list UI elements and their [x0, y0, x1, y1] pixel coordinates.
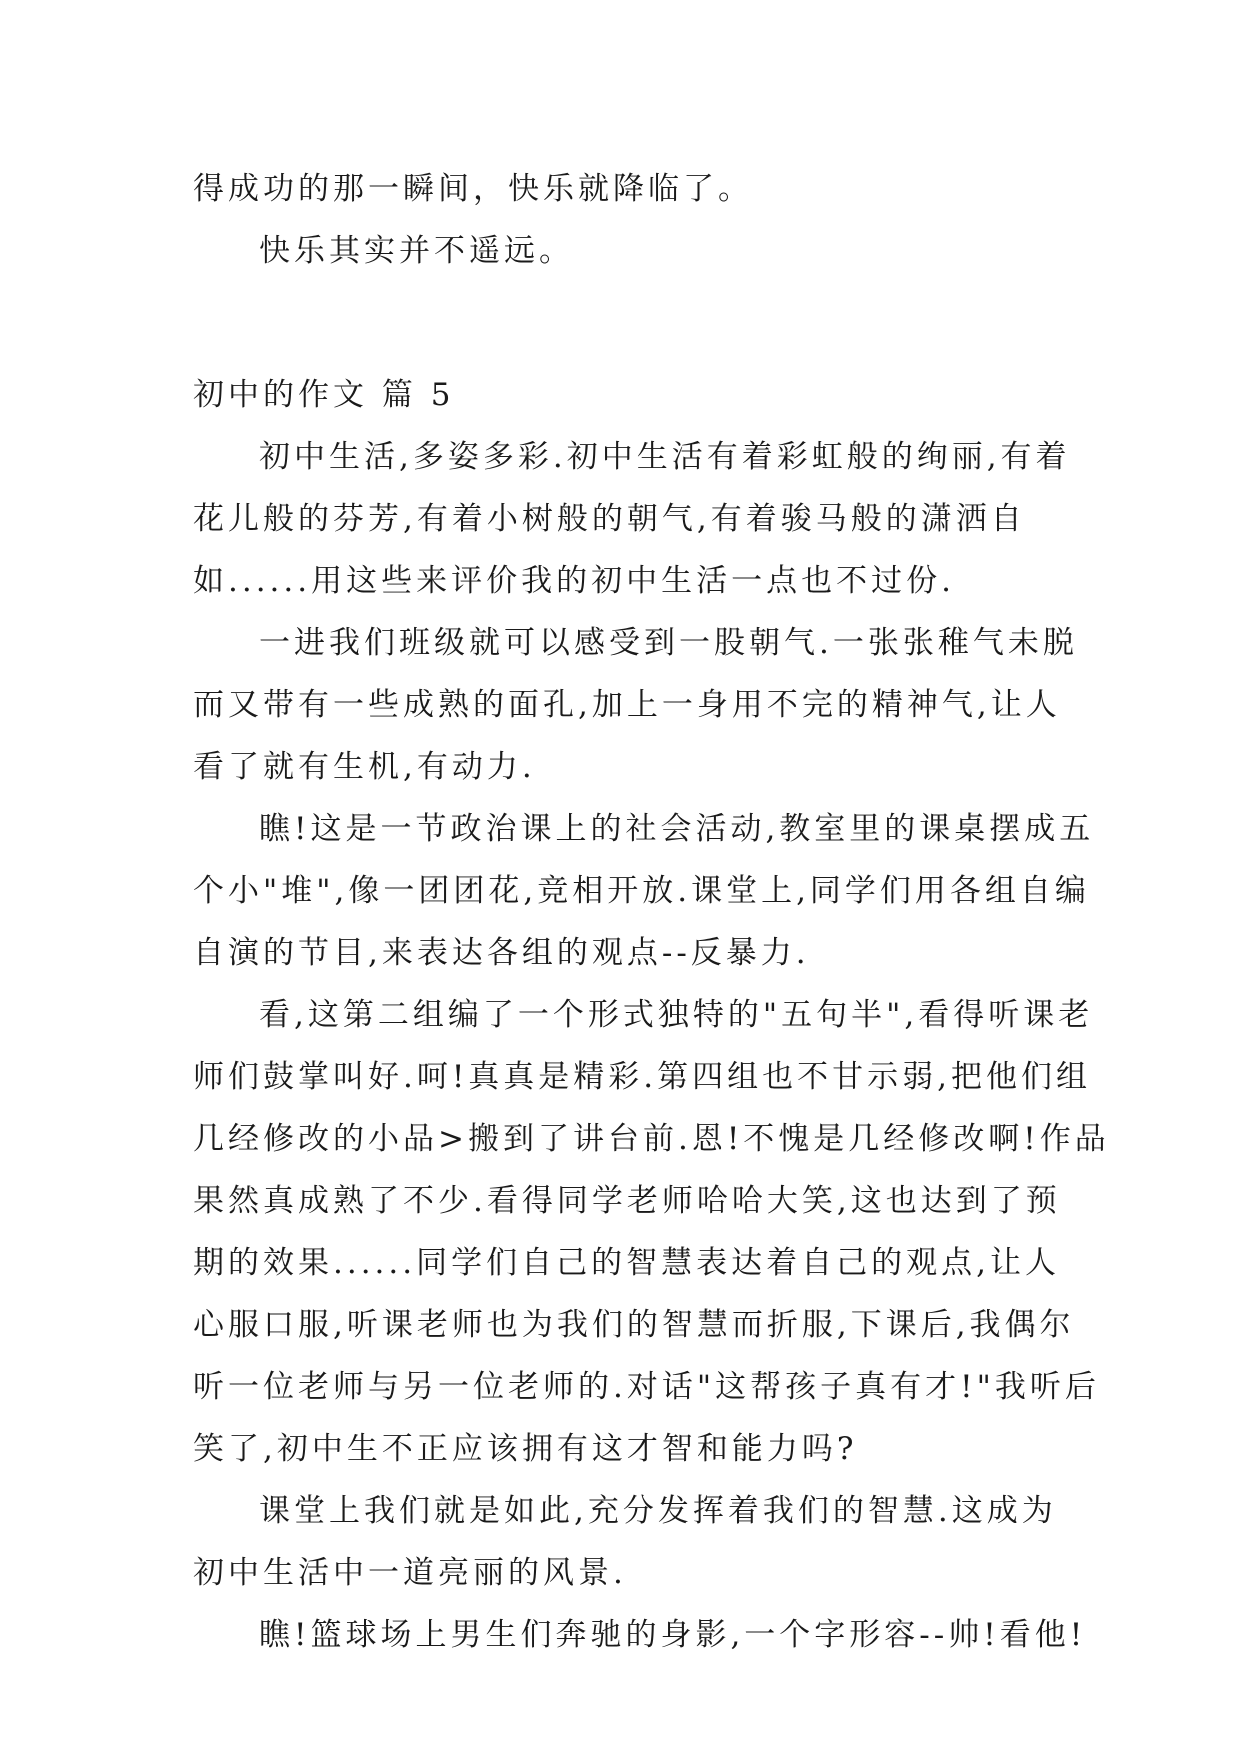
paragraph-line: 如......用这些来评价我的初中生活一点也不过份.: [193, 563, 955, 599]
paragraph-line: 看了就有生机,有动力.: [193, 749, 536, 785]
paragraph-line: 初中生活,多姿多彩.初中生活有着彩虹般的绚丽,有着: [259, 439, 1071, 475]
paragraph-line: 瞧!篮球场上男生们奔驰的身影,一个字形容--帅!看他!: [259, 1617, 1087, 1653]
paragraph-line: 一进我们班级就可以感受到一股朝气.一张张稚气未脱: [259, 625, 1078, 661]
paragraph-line: 几经修改的小品>搬到了讲台前.恩!不愧是几经修改啊!作品: [193, 1121, 1110, 1157]
paragraph-line: 看,这第二组编了一个形式独特的"五句半",看得听课老: [259, 997, 1094, 1033]
paragraph: [193, 798, 1095, 984]
intro-line: 得成功的那一瞬间，快乐就降临了。: [193, 171, 753, 207]
paragraph-line: 笑了,初中生不正应该拥有这才智和能力吗?: [193, 1431, 858, 1467]
paragraph-line: 个小"堆",像一团团花,竞相开放.课堂上,同学们用各组自编: [193, 873, 1090, 909]
paragraph: [193, 1604, 1087, 1666]
paragraph-line: 师们鼓掌叫好.呵!真真是精彩.第四组也不甘示弱,把他们组: [193, 1059, 1092, 1095]
section-spacer: [193, 282, 1059, 364]
paragraph-line: 听一位老师与另一位老师的.对话"这帮孩子真有才!"我听后: [193, 1369, 1100, 1405]
paragraph-line: 心服口服,听课老师也为我们的智慧而折服,下课后,我偶尔: [193, 1307, 1075, 1343]
paragraph: [193, 1480, 1059, 1604]
paragraph-line: 果然真成熟了不少.看得同学老师哈哈大笑,这也达到了预: [193, 1183, 1061, 1219]
paragraph-line: 而又带有一些成熟的面孔,加上一身用不完的精神气,让人: [193, 687, 1061, 723]
paragraph: [193, 426, 1071, 612]
section-title: 初中的作文 篇 5: [193, 377, 455, 413]
paragraph-line: 初中生活中一道亮丽的风景.: [193, 1555, 627, 1591]
paragraph: [193, 984, 1110, 1480]
paragraph-line: 课堂上我们就是如此,充分发挥着我们的智慧.这成为: [259, 1493, 1057, 1529]
paragraph-line: 自演的节目,来表达各组的观点--反暴力.: [193, 935, 810, 971]
paragraph: [193, 612, 1078, 798]
intro-line: 快乐其实并不遥远。: [259, 233, 574, 269]
paragraph-line: 花儿般的芬芳,有着小树般的朝气,有着骏马般的潇洒自: [193, 501, 1026, 537]
paragraph-line: 期的效果......同学们自己的智慧表达着自己的观点,让人: [193, 1245, 1060, 1281]
document-body: [193, 158, 1110, 1666]
paragraph-line: 瞧!这是一节政治课上的社会活动,教室里的课桌摆成五: [259, 811, 1095, 847]
